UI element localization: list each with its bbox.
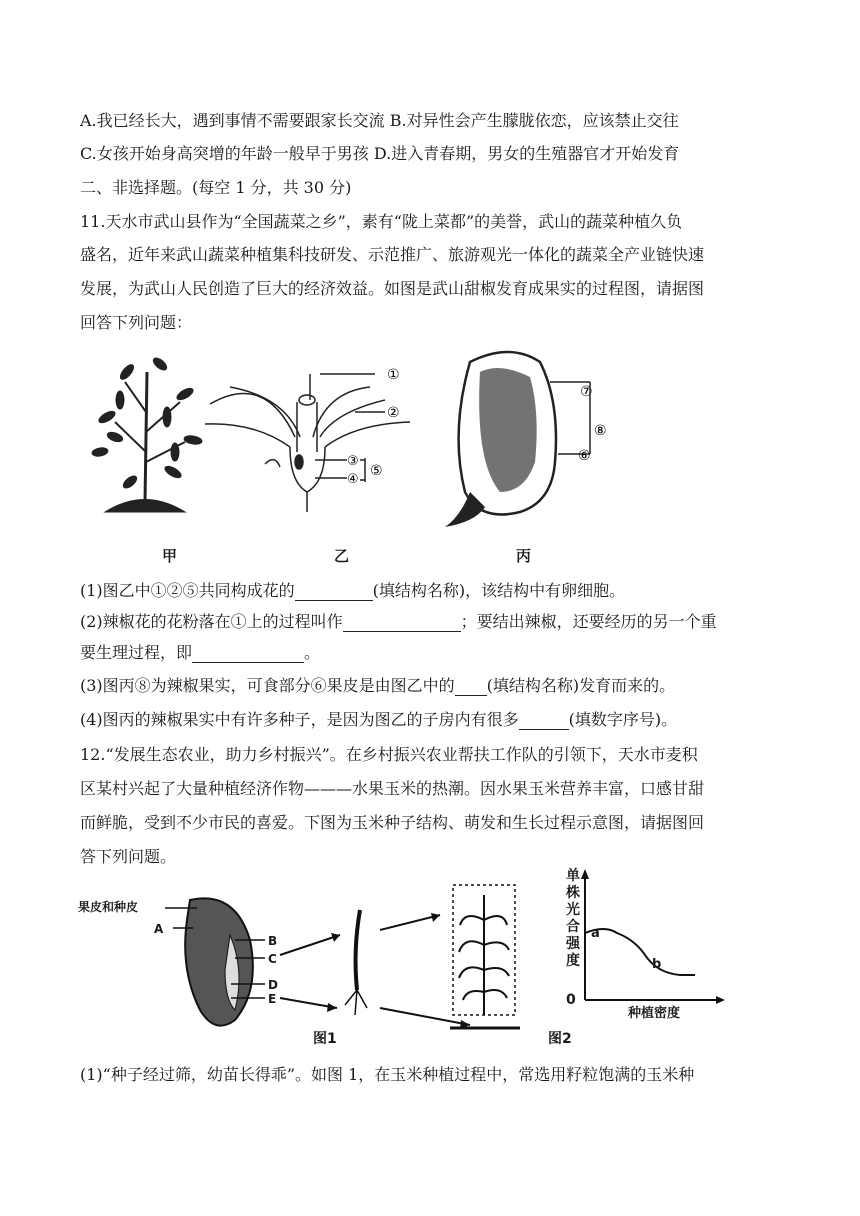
- seed-label-d: D: [268, 978, 278, 992]
- pepper-flower-drawing: [205, 374, 410, 512]
- fig1-title: 图1: [313, 1031, 337, 1047]
- graph-point-a: a: [591, 926, 600, 941]
- ylabel-char: 光: [566, 902, 580, 918]
- q10-options-cd: C.女孩开始身高突增的年龄一般早于男孩 D.进入青春期，男女的生殖器官才开始发育: [80, 144, 680, 163]
- flower-marker-2: ②: [387, 405, 400, 421]
- fig-label-yi: 乙: [334, 547, 350, 565]
- graph-ylabel: [566, 868, 580, 970]
- ylabel-char: 单: [566, 868, 580, 884]
- q11-intro-line3: 发展，为武山人民创造了巨大的经济效益。如图是武山甜椒发育成果实的过程图，请据图: [80, 279, 705, 298]
- flower-marker-3: ③: [347, 454, 359, 469]
- q11-sub4: [80, 710, 677, 730]
- ylabel-char: 株: [566, 885, 580, 901]
- fruit-marker-6: ⑥: [578, 448, 591, 464]
- ylabel-char: 度: [566, 953, 580, 969]
- q12-intro-line3: 而鲜脆，受到不少市民的喜爱。下图为玉米种子结构、萌发和生长过程示意图，请据图回: [80, 813, 705, 832]
- seed-label-b: B: [268, 934, 278, 948]
- q12-intro-line2: 区某村兴起了大量种植经济作物———水果玉米的热潮。因水果玉米营养丰富，口感甘甜: [80, 779, 705, 798]
- graph-xlabel: 种植密度: [628, 1006, 681, 1021]
- q11-sub1-text-b: (填结构名称)，该结构中有卵细胞。: [372, 581, 626, 600]
- flower-marker-4: ④: [347, 472, 359, 487]
- q12-intro-line4: 答下列问题。: [80, 847, 177, 866]
- fruit-marker-7: ⑦: [580, 384, 593, 400]
- q11-sub3-text-b: (填结构名称)发育而来的。: [486, 676, 676, 695]
- q11-sub2-text-b: ；要结出辣椒，还要经历的另一个重: [460, 612, 717, 631]
- pepper-fruit-drawing: [440, 342, 640, 542]
- pepper-plant-drawing: [91, 356, 202, 512]
- q11-figure: [85, 342, 445, 542]
- graph-curve: [585, 929, 695, 975]
- q11-sub4-text-a: (4)图丙的辣椒果实中有许多种子，是因为图乙的子房内有很多: [80, 710, 519, 729]
- q10-options-ab: A.我已经长大，遇到事情不需要跟家长交流 B.对异性会产生朦胧依恋，应该禁止交往: [80, 111, 679, 130]
- flower-marker-5: ⑤: [370, 463, 383, 479]
- answer-blank[interactable]: [343, 615, 461, 632]
- flower-marker-1: ①: [387, 367, 400, 383]
- seed-label-pericarp: 果皮和种皮: [78, 900, 139, 914]
- q11-sub1-text-a: (1)图乙中①②⑤共同构成花的: [80, 581, 295, 600]
- q11-intro-line1: 11.天水市武山县作为“全国蔬菜之乡”，素有“陇上菜都”的美誉，武山的蔬菜种植久负: [80, 212, 683, 231]
- ylabel-char: 合: [566, 919, 580, 935]
- section2-header: 二、非选择题。(每空 1 分，共 30 分): [80, 178, 352, 197]
- answer-blank[interactable]: [295, 584, 373, 601]
- q11-sub1: [80, 581, 625, 601]
- q11-intro-line2: 盛名，近年来武山蔬菜种植集科技研发、示范推广、旅游观光一体化的蔬菜全产业链快速: [80, 245, 705, 264]
- q11-sub4-text-b: (填数字序号)。: [568, 710, 678, 729]
- corn-growth-figure: [75, 880, 545, 1045]
- ylabel-char: 强: [566, 936, 580, 952]
- q11-sub3-text-a: (3)图丙⑧为辣椒果实，可食部分⑥果皮是由图乙中的: [80, 676, 455, 695]
- q11-sub3: [80, 676, 675, 696]
- q12-intro-line1: 12.“发展生态农业，助力乡村振兴”。在乡村振兴农业帮扶工作队的引领下，天水市麦积: [80, 745, 698, 764]
- fig-label-jia: 甲: [162, 547, 178, 565]
- photosynthesis-density-graph: [555, 855, 730, 1025]
- seed-label-e: E: [268, 992, 277, 1006]
- q11-sub2: [80, 612, 717, 632]
- answer-blank[interactable]: [455, 679, 487, 696]
- answer-blank[interactable]: [192, 646, 304, 663]
- fig2-title: 图2: [548, 1031, 572, 1047]
- q11-sub2-text-c: 要生理过程，即: [80, 643, 193, 662]
- seed-label-c: C: [268, 952, 277, 966]
- answer-blank[interactable]: [519, 713, 569, 730]
- q11-sub2-text-d: 。: [304, 643, 321, 662]
- q11-sub2-text-a: (2)辣椒花的花粉落在①上的过程叫作: [80, 612, 343, 631]
- q11-intro-line4: 回答下列问题：: [80, 313, 193, 332]
- graph-point-b: b: [652, 957, 662, 972]
- fig-label-bing: 丙: [516, 547, 532, 565]
- q12-sub1: (1)“种子经过筛，幼苗长得乖”。如图 1，在玉米种植过程中，常选用籽粒饱满的玉米种: [80, 1065, 695, 1084]
- q11-sub2-cont: [80, 643, 320, 663]
- seed-label-a: A: [154, 922, 164, 936]
- graph-origin: 0: [566, 992, 576, 1008]
- fruit-marker-8: ⑧: [594, 423, 607, 439]
